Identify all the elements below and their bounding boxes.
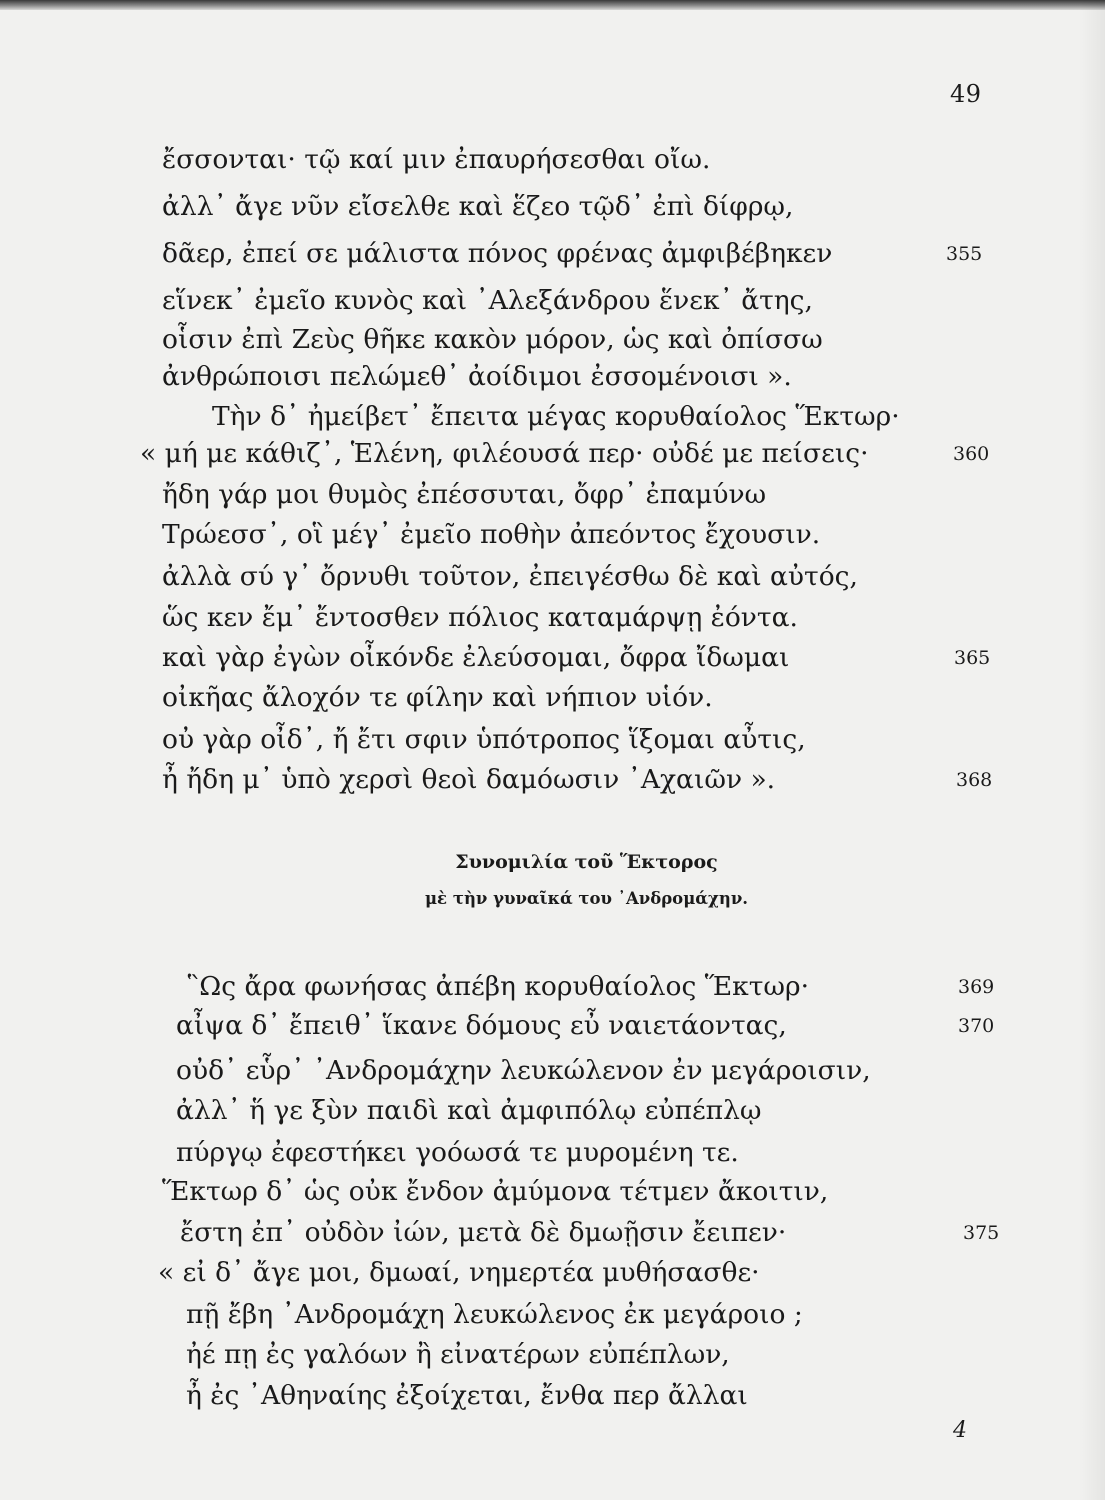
verse-line [0, 720, 1105, 760]
scan-top-edge [0, 0, 1105, 10]
verse-text: πῇ ἔβη ᾿Ανδρομάχη λευκώλενος ἐκ μεγάροιο ; [186, 1299, 803, 1330]
verse-line [0, 434, 1105, 474]
verse-text: ἔσσονται· τῷ καί μιν ἐπαυρήσεσθαι οἴω. [162, 144, 711, 175]
verse-text: ἦ ἤδη μ᾽ ὑπὸ χερσὶ θεοὶ δαμόωσιν ᾿Αχαιῶν ». [162, 764, 776, 795]
verse-line [0, 967, 1105, 1007]
verse-text: εἵνεκ᾽ ἐμεῖο κυνὸς καὶ ᾿Αλεξάνδρου ἕνεκ᾽ ἄτης, [162, 285, 813, 316]
verse-text: Ἕκτωρ δ᾽ ὡς οὐκ ἔνδον ἀμύμονα τέτμεν ἄκοιτιν, [162, 1176, 829, 1207]
verse-line [0, 1172, 1105, 1212]
line-number: 360 [953, 443, 990, 465]
verse-line [0, 1133, 1105, 1173]
verse-text: ῝Ως ἄρα φωνήσας ἀπέβη κορυθαίολος Ἕκτωρ· [186, 971, 810, 1002]
verse-line [0, 1335, 1105, 1375]
verse-text: οὐ γὰρ οἶδ᾽, ἤ ἔτι σφιν ὑπότροπος ἵξομαι αὖτις, [162, 724, 806, 755]
line-number: 355 [946, 243, 983, 265]
verse-line [0, 515, 1105, 555]
verse-text: αἶψα δ᾽ ἔπειθ᾽ ἵκανε δόμους εὖ ναιετάοντας, [176, 1010, 787, 1041]
section-heading-subtitle: μὲ τὴν γυναῖκά του ᾿Ανδρομάχην. [424, 889, 749, 908]
verse-text: ἀλλὰ σύ γ᾽ ὄρνυθι τοῦτον, ἐπειγέσθω δὲ καὶ αὐτός, [162, 561, 858, 592]
verse-text: « μή με κάθιζ᾽, Ἑλένη, φιλέουσά περ· οὐδέ με πείσεις· [140, 438, 869, 469]
verse-line [0, 678, 1105, 718]
verse-text: πύργῳ ἐφεστήκει γοόωσά τε μυρομένη τε. [176, 1137, 739, 1168]
verse-text: οἰκῆας ἄλοχόν τε φίλην καὶ νήπιον υἱόν. [162, 682, 713, 713]
verse-line [0, 638, 1105, 678]
verse-line [0, 598, 1105, 638]
verse-text: οἷσιν ἐπὶ Ζεὺς θῆκε κακὸν μόρον, ὡς καὶ ὀπίσσω [162, 324, 823, 355]
verse-text: ἀλλ᾽ ἄγε νῦν εἴσελθε καὶ ἕζεο τῷδ᾽ ἐπὶ δίφρῳ, [162, 191, 794, 222]
line-number: 375 [963, 1222, 1000, 1244]
verse-line [0, 187, 1105, 227]
verse-line [0, 357, 1105, 397]
verse-text: ἠέ πῃ ἐς γαλόων ἢ εἰνατέρων εὐπέπλων, [186, 1339, 730, 1370]
verse-line [0, 1253, 1105, 1293]
verse-text: « εἰ δ᾽ ἄγε μοι, δμωαί, νημερτέα μυθήσασθε· [158, 1257, 760, 1288]
verse-line [0, 475, 1105, 515]
line-number: 370 [958, 1015, 995, 1037]
verse-text: καὶ γὰρ ἐγὼν οἶκόνδε ἐλεύσομαι, ὄφρα ἴδωμαι [162, 642, 790, 673]
verse-text: ἦ ἐς ᾿Αθηναίης ἐξοίχεται, ἔνθα περ ἄλλαι [186, 1380, 748, 1411]
verse-line [0, 397, 1105, 437]
line-number: 368 [956, 769, 993, 791]
verse-text: ἔστη ἐπ᾽ οὐδὸν ἰών, μετὰ δὲ δμωῇσιν ἔειπεν· [180, 1217, 787, 1248]
verse-text: ἀνθρώποισι πελώμεθ᾽ ἀοίδιμοι ἐσσομένοισι ». [162, 361, 792, 392]
verse-line [0, 320, 1105, 360]
verse-text: ἀλλ᾽ ἥ γε ξὺν παιδὶ καὶ ἀμφιπόλῳ εὐπέπλῳ [176, 1095, 762, 1126]
verse-line [0, 1006, 1105, 1046]
line-number: 365 [954, 647, 991, 669]
verse-text: οὐδ᾽ εὗρ᾽ ᾿Ανδρομάχην λευκώλενον ἐν μεγάροισιν, [176, 1055, 871, 1086]
verse-line [0, 234, 1105, 274]
verse-text: Τρώεσσ᾽, οἳ μέγ᾽ ἐμεῖο ποθὴν ἀπεόντος ἔχουσιν. [162, 519, 821, 550]
verse-line [0, 1213, 1105, 1253]
verse-line [0, 1091, 1105, 1131]
verse-text: ὥς κεν ἔμ᾽ ἔντοσθεν πόλιος καταμάρψῃ ἐόντα. [162, 602, 798, 633]
verse-text: Τὴν δ᾽ ἠμείβετ᾽ ἔπειτα μέγας κορυθαίολος Ἕκτωρ· [212, 401, 900, 432]
verse-line [0, 1051, 1105, 1091]
verse-line [0, 140, 1105, 180]
verse-line [0, 557, 1105, 597]
verse-line [0, 760, 1105, 800]
line-number: 369 [958, 976, 995, 998]
verse-line [0, 1376, 1105, 1416]
signature-mark: 4 [953, 1418, 967, 1443]
verse-text: δᾶερ, ἐπεί σε μάλιστα πόνος φρένας ἀμφιβέβηκεν [162, 238, 833, 269]
verse-line [0, 1295, 1105, 1335]
verse-line [0, 281, 1105, 321]
verse-text: ἤδη γάρ μοι θυμὸς ἐπέσσυται, ὄφρ᾽ ἐπαμύνω [162, 479, 767, 510]
page-number: 49 [950, 80, 982, 108]
section-heading-title: Συνομιλία τοῦ Ἕκτορος [455, 851, 718, 873]
